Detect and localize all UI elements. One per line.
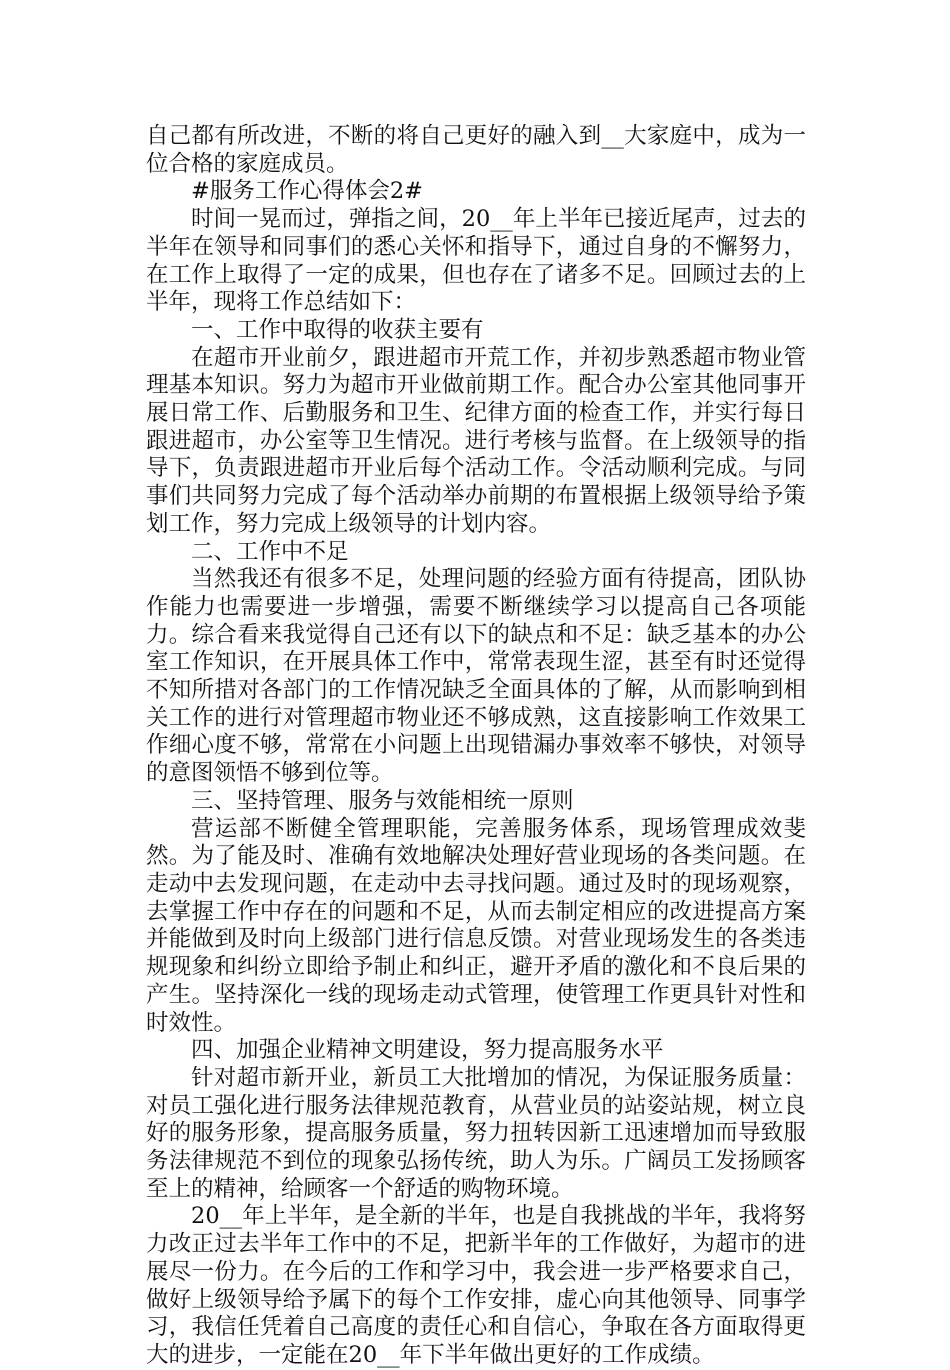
document-body	[146, 123, 806, 1370]
paragraph-shortcomings: 当然我还有很多不足，处理问题的经验方面有待提高，团队协作能力也需要进一步增强，需要不断继续学习以提高自己各项能力。综合看来我觉得自己还有以下的缺点和不足：缺乏基本的办公室工作知识，在开展具体工作中，常常表现生涩，甚至有时还觉得不知所措对各部门的工作情况缺乏全面具体的了解，从而影响到相关工作的进行对管理超市物业还不够成熟，这直接影响工作效果工作细心度不够，常常在小问题上出现错漏办事效率不够快，对领导的意图领悟不够到位等。	[146, 566, 806, 787]
section-heading-essay-2: #服务工作心得体会2#	[191, 178, 424, 205]
paragraph-achievements: 在超市开业前夕，跟进超市开荒工作，并初步熟悉超市物业管理基本知识。努力为超市开业做前期工作。配合办公室其他同事开展日常工作、后勤服务和卫生、纪律方面的检查工作，并实行每日跟进超市，办公室等卫生情况。进行考核与监督。在上级领导的指导下，负责跟进超市开业后每个活动工作。令活动顺利完成。与同事们共同努力完成了每个活动举办前期的布置根据上级领导给予策划工作，努力完成上级领导的计划内容。	[146, 344, 806, 537]
section-heading-2: 二、工作中不足	[191, 538, 349, 565]
paragraph-conclusion: 20__年上半年，是全新的半年，也是自我挑战的半年，我将努力改正过去半年工作中的不足，把新半年的工作做好，为超市的进展尽一份力。在今后的工作和学习中，我会进一步严格要求自己，做好上级领导给予属下的每个工作安排，虚心向其他领导、同事学习，我信任凭着自己高度的责任心和自信心，争取在各方面取得更大的进步，一定能在20__年下半年做出更好的工作成绩。	[146, 1203, 806, 1368]
paragraph-continuation: 自己都有所改进，不断的将自己更好的融入到__大家庭中，成为一位合格的家庭成员。	[146, 123, 806, 177]
paragraph-intro: 时间一晃而过，弹指之间，20__年上半年已接近尾声，过去的半年在领导和同事们的悉心关怀和指导下，通过自身的不懈努力，在工作上取得了一定的成果，但也存在了诸多不足。回顾过去的上半年，现将工作总结如下：	[146, 206, 806, 316]
section-heading-4: 四、加强企业精神文明建设，努力提高服务水平	[191, 1037, 664, 1064]
paragraph-service: 针对超市新开业，新员工大批增加的情况，为保证服务质量：对员工强化进行服务法律规范教育，从营业员的站姿站规，树立良好的服务形象，提高服务质量，努力扭转因新工迅速增加而导致服务法律规范不到位的现象弘扬传统，助人为乐。广阔员工发扬顾客至上的精神，给顾客一个舒适的购物环境。	[146, 1064, 806, 1202]
section-heading-3: 三、坚持管理、服务与效能相统一原则	[191, 787, 574, 814]
section-heading-1: 一、工作中取得的收获主要有	[191, 316, 484, 343]
paragraph-management: 营运部不断健全管理职能，完善服务体系，现场管理成效斐然。为了能及时、准确有效地解决处理好营业现场的各类问题。在走动中去发现问题，在走动中去寻找问题。通过及时的现场观察，去掌握工作中存在的问题和不足，从而去制定相应的改进提高方案并能做到及时向上级部门进行信息反馈。对营业现场发生的各类违规现象和纠纷立即给予制止和纠正，避开矛盾的激化和不良后果的产生。坚持深化一线的现场走动式管理，使管理工作更具针对性和时效性。	[146, 815, 806, 1036]
